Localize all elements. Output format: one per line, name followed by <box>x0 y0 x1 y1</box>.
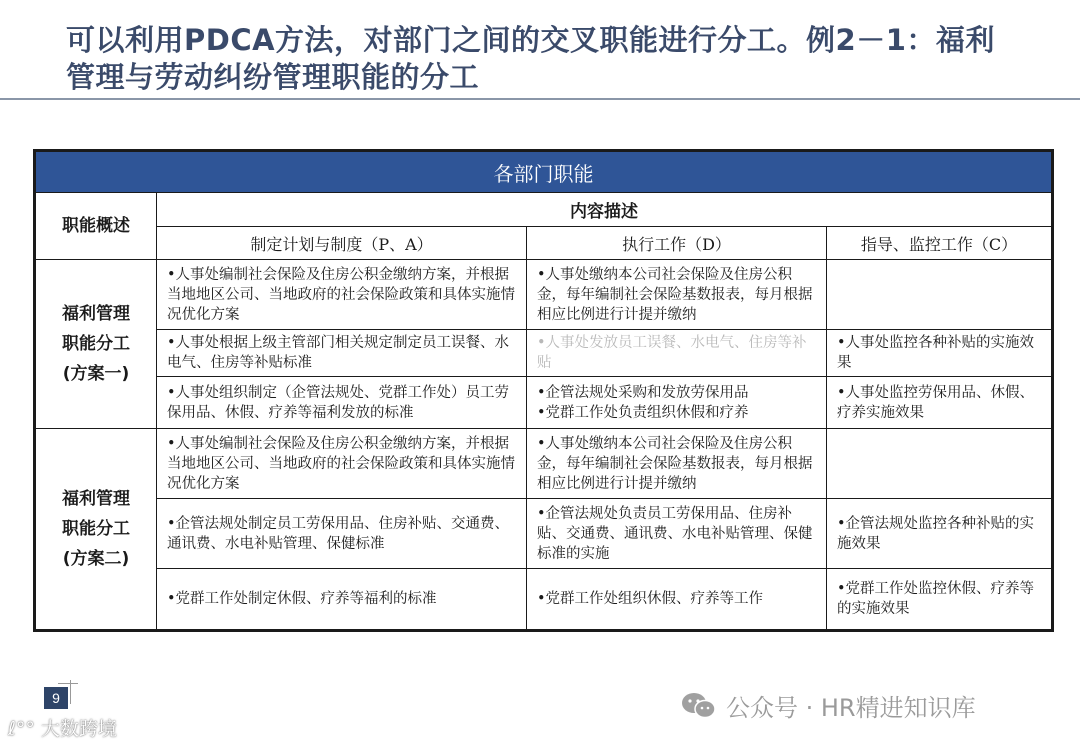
watermark-text: 公众号 · HR精进知识库 <box>726 694 976 722</box>
plan-cell <box>157 499 527 569</box>
header-content: 内容描述 <box>157 193 1053 227</box>
table-row <box>35 569 1053 631</box>
table-banner: 各部门职能 <box>35 151 1053 193</box>
do-cell-text: •党群工作处负责组织休假和疗养 <box>537 404 749 421</box>
do-cell-text: •企管法规处负责员工劳保用品、住房补贴、交通费、通讯费、水电补贴管理、保健标准的实施 <box>537 505 813 562</box>
plan-cell-text: •人事处组织制定（企管法规处、党群工作处）员工劳保用品、休假、疗养等福利发放的标准 <box>167 384 510 421</box>
table-row <box>35 499 1053 569</box>
slide-title-line-1: 可以利用PDCA方法，对部门之间的交叉职能进行分工。例2－1：福利 <box>66 23 995 57</box>
plan-cell <box>157 569 527 631</box>
check-cell <box>827 330 1053 377</box>
table-row <box>35 377 1053 429</box>
page-number: 9 <box>44 687 68 709</box>
check-cell-text: •企管法规处监控各种补贴的实施效果 <box>837 515 1035 552</box>
plan-cell <box>157 260 527 330</box>
do-cell <box>527 260 827 330</box>
do-cell-text: •人事处缴纳本公司社会保险及住房公积金，每年编制社会保险基数报表，每月根据相应比例进行计提并缴纳 <box>537 435 813 492</box>
page-corner-mark-vertical <box>70 680 71 704</box>
do-cell-text: •党群工作处组织休假、疗养等工作 <box>537 591 764 607</box>
wechat-icon <box>680 691 718 721</box>
check-cell <box>827 429 1053 499</box>
group-label <box>35 260 157 429</box>
plan-cell-text: •企管法规处制定员工劳保用品、住房补贴、交通费、通讯费、水电补贴管理、保健标准 <box>167 515 510 552</box>
group-label <box>35 429 157 631</box>
group-label-line: 职能分工 <box>62 334 130 354</box>
slide-title-line-2: 管理与劳动纠纷管理职能的分工 <box>66 60 480 94</box>
plan-cell <box>157 377 527 429</box>
plan-cell-text: •党群工作处制定休假、疗养等福利的标准 <box>167 591 437 607</box>
check-cell-text: •党群工作处监控休假、疗养等的实施效果 <box>837 581 1035 617</box>
logo-mark-icon: ℓ°° <box>8 718 35 740</box>
table-row <box>35 330 1053 377</box>
group-label-line: 职能分工 <box>62 519 130 539</box>
plan-cell <box>157 330 527 377</box>
do-cell <box>527 330 827 377</box>
plan-cell <box>157 429 527 499</box>
header-do: 执行工作（D） <box>527 227 827 260</box>
do-cell <box>527 569 827 631</box>
header-overview: 职能概述 <box>35 193 157 260</box>
logo-text: 大数跨境 <box>40 718 117 740</box>
header-plan: 制定计划与制度（P、A） <box>157 227 527 260</box>
do-cell-text: •人事处发放员工误餐、水电气、住房等补贴 <box>537 335 807 371</box>
table-row <box>35 429 1053 499</box>
do-cell-text: •企管法规处采购和发放劳保用品 <box>537 384 749 401</box>
brand-logo <box>8 714 117 741</box>
check-cell <box>827 260 1053 330</box>
table-row <box>35 260 1053 330</box>
page-corner-mark <box>58 683 78 684</box>
check-cell <box>827 377 1053 429</box>
header-check: 指导、监控工作（C） <box>827 227 1053 260</box>
plan-cell-text: •人事处根据上级主管部门相关规定制定员工误餐、水电气、住房等补贴标准 <box>167 335 510 371</box>
check-cell <box>827 569 1053 631</box>
group-label-line: 福利管理 <box>62 489 130 509</box>
do-cell <box>527 499 827 569</box>
plan-cell-text: •人事处编制社会保险及住房公积金缴纳方案，并根据当地地区公司、当地政府的社会保险政策和具体实施情况优化方案 <box>167 435 515 492</box>
do-cell <box>527 429 827 499</box>
check-cell-text: •人事处监控劳保用品、休假、疗养实施效果 <box>837 384 1035 421</box>
title-divider <box>0 98 1080 100</box>
function-division-table <box>33 149 1054 632</box>
check-cell <box>827 499 1053 569</box>
plan-cell-text: •人事处编制社会保险及住房公积金缴纳方案，并根据当地地区公司、当地政府的社会保险政策和具体实施情况优化方案 <box>167 266 515 323</box>
watermark <box>680 688 976 723</box>
do-cell-text: •人事处缴纳本公司社会保险及住房公积金，每年编制社会保险基数报表，每月根据相应比例进行计提并缴纳 <box>537 266 813 323</box>
check-cell-text: •人事处监控各种补贴的实施效果 <box>837 335 1035 371</box>
group-label-line: (方案二) <box>62 549 130 569</box>
group-label-line: (方案一) <box>62 364 130 384</box>
do-cell <box>527 377 827 429</box>
slide-title <box>66 22 1026 96</box>
group-label-line: 福利管理 <box>62 304 130 324</box>
